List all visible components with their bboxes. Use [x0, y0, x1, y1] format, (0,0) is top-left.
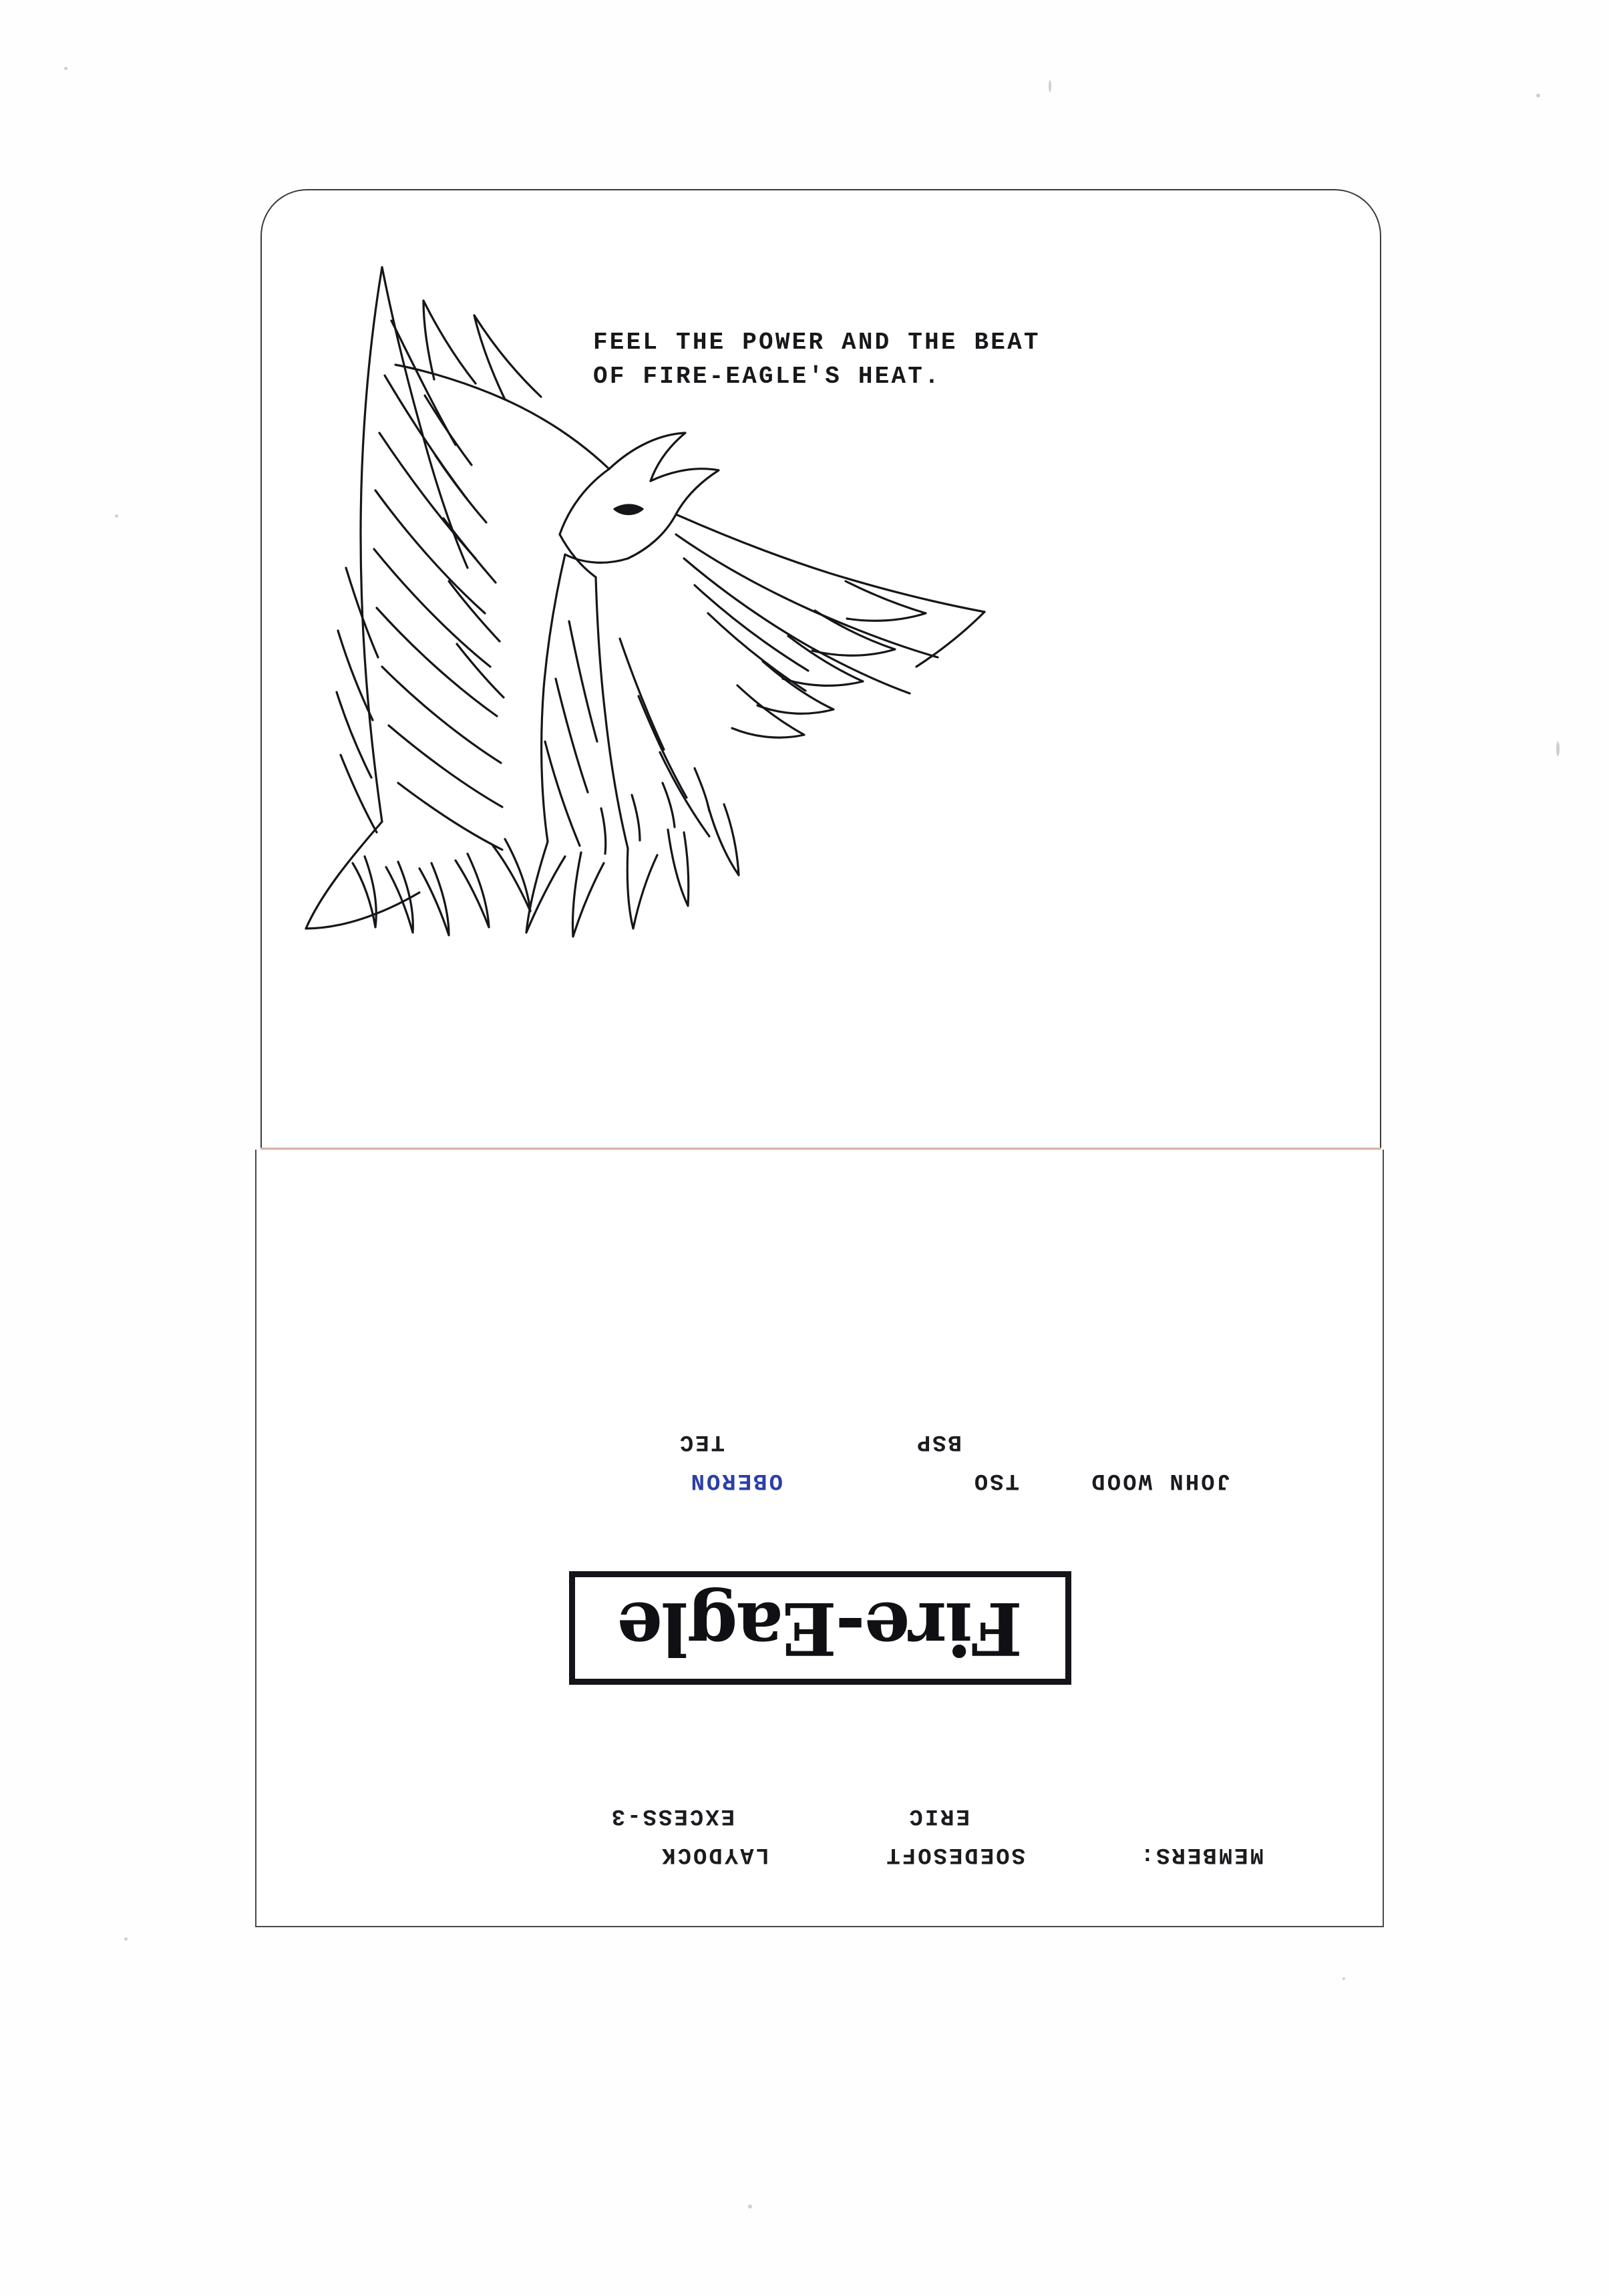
credit-john-wood: JOHN WOOD [1089, 1468, 1230, 1493]
scan-speck [1049, 80, 1051, 92]
credit-tso: TSO [972, 1468, 1019, 1493]
member-excess-3: EXCESS-3 [609, 1803, 735, 1828]
scan-speck [1536, 94, 1540, 98]
slogan-line-1: FEEL THE POWER AND THE BEAT [593, 329, 1041, 356]
scan-speck [64, 67, 67, 70]
scan-speck [124, 1937, 128, 1941]
slogan-line-2: OF FIRE-EAGLE'S HEAT. [593, 363, 941, 391]
members-label: MEMBERS: [1138, 1842, 1264, 1867]
scan-speck [1556, 742, 1560, 756]
fire-eagle-logo-box [569, 1571, 1071, 1685]
credits-list [362, 1315, 1230, 1493]
member-soedesoft: SOEDESOFT [884, 1842, 1025, 1867]
credit-bsp: BSP [914, 1429, 962, 1454]
member-eric: ERIC [907, 1803, 970, 1828]
card-inside-content-rotated [255, 1150, 1384, 1927]
credit-oberon: OBERON [689, 1468, 783, 1493]
scan-speck [748, 2204, 752, 2208]
card-slogan [593, 325, 1194, 393]
fire-eagle-logo-text: Fire-Eagle [618, 1586, 1023, 1670]
credit-tec: TEC [677, 1429, 725, 1454]
member-laydock: LAYDOCK [660, 1842, 769, 1867]
scan-speck [1343, 1977, 1345, 1980]
scan-speck [115, 514, 118, 518]
members-list [329, 1689, 1264, 1867]
